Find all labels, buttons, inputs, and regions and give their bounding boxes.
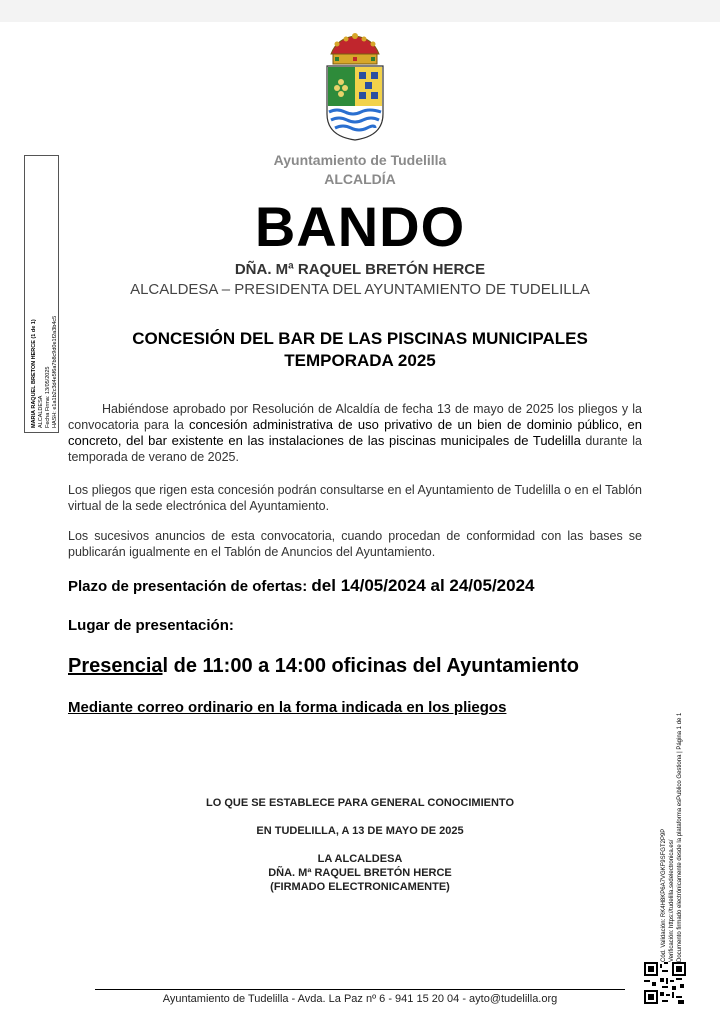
deadline-dates: del 14/05/2024 al 24/05/2024	[311, 576, 535, 595]
footer-contact: Ayuntamiento de Tudelilla - Avda. La Paz nº 6 - 941 15 20 04 - ayto@tudelilla.org	[162, 993, 558, 1005]
deadline-line	[68, 576, 534, 596]
footer-divider	[95, 989, 625, 990]
in-person-underlined: Presencia	[68, 655, 163, 677]
closing-date: EN TUDELILLA, A 13 DE MAYO DE 2025	[256, 825, 464, 837]
verification-platform: Documento firmado electrónicamente desde la plataforma esPublico Gestiona | Página 1 de 1	[677, 712, 683, 962]
body-paragraph-1-concession: concesión administrativa de uso privativo de un bien de dominio público, en concreto, del bar existente en las instalaciones de las piscinas municipales de Tudelilla	[68, 417, 642, 448]
signature-hash: HASH: e1a1b2c3d4e5f6a7b8c9d0e1f2a3b4c5	[52, 315, 58, 428]
signature-stamp-box	[24, 155, 59, 433]
signature-stamp-text	[31, 150, 59, 428]
closing-signer-role: LA ALCALDESA	[317, 853, 403, 865]
location-label: Lugar de presentación:	[68, 617, 234, 634]
official-name: DÑA. Mª RAQUEL BRETÓN HERCE	[234, 261, 486, 278]
notice-title-line1: CONCESIÓN DEL BAR DE LAS PISCINAS MUNICIPALES	[132, 329, 588, 348]
verification-url[interactable]: Verificación: https://tudelilla.sedelectronica.es/	[669, 839, 675, 962]
body-paragraph-1-intro: Habiéndose aprobado por Resolución de Alcaldía de fecha 13 de mayo de 2025 los pliegos y la convocatoria para la	[68, 402, 642, 432]
deadline-label: Plazo de presentación de ofertas:	[68, 578, 312, 595]
notice-title-line2: TEMPORADA 2025	[284, 351, 436, 370]
signature-date: Fecha Firma: 13/05/2025	[45, 366, 51, 428]
department-name: ALCALDÍA	[324, 171, 396, 187]
signature-role: ALCALDESA	[38, 395, 44, 428]
body-paragraph-1-end: durante la temporada de verano de 2025.	[68, 434, 643, 464]
qr-code-icon	[644, 962, 686, 1004]
organization-name: Ayuntamiento de Tudelilla	[273, 152, 447, 168]
body-paragraph-1	[68, 401, 642, 465]
document-type-title: BANDO	[254, 195, 466, 258]
official-role: ALCALDESA – PRESIDENTA DEL AYUNTAMIENTO DE TUDELILLA	[130, 281, 590, 298]
verification-code: Cód. Validación: RK4H8KP6A7VGKF9SFGT2P9P	[661, 828, 667, 962]
in-person-rest: l de 11:00 a 14:00 oficinas del Ayuntamiento	[162, 655, 579, 677]
closing-signed-note: (FIRMADO ELECTRONICAMENTE)	[270, 881, 450, 893]
signature-signer: MARIA RAQUEL BRETON HERCE (1 de 1)	[31, 319, 37, 428]
mail-submission-line: Mediante correo ordinario en la forma indicada en los pliegos	[68, 699, 507, 716]
closing-statement: LO QUE SE ESTABLECE PARA GENERAL CONOCIMIENTO	[205, 797, 515, 809]
closing-signer-name: DÑA. Mª RAQUEL BRETÓN HERCE	[268, 867, 452, 879]
body-paragraph-3: Los sucesivos anuncios de esta convocatoria, cuando procedan de conformidad con las bases se publicarán igualmente en el Tablón de Anuncios del Ayuntamiento.	[68, 529, 642, 559]
coat-of-arms-icon	[319, 32, 391, 142]
body-paragraph-2: Los pliegos que rigen esta concesión podrán consultarse en el Ayuntamiento de Tudelilla o en el Tablón virtual de la sede electrónica del Ayuntamiento.	[68, 483, 642, 513]
in-person-line	[68, 655, 579, 678]
verification-text	[660, 642, 684, 962]
